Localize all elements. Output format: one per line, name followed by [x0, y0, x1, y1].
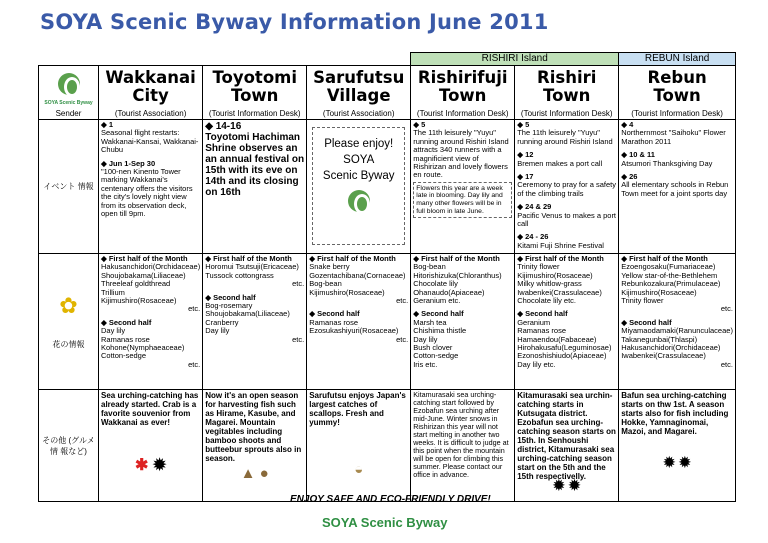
- list-item: ◆ Second half: [205, 292, 256, 302]
- list-item: Seasonal flight restarts: Wakkanai-Kansai, Wakkanai-Chubu: [101, 128, 199, 155]
- food-wakkanai: Sea urching-catching has already started. Crab is a favorite souvenior from Wakkanai as ever! ✱ ✹: [99, 390, 203, 502]
- town-header-sarufutsu: Sarufutsu Village (Tourist Association): [307, 66, 411, 120]
- list-item: Cotton-sedge: [101, 351, 147, 361]
- list-item: etc.: [396, 296, 409, 306]
- list-item: Chocolate lily etc.: [517, 296, 576, 306]
- list-item: Ezonoshishiudo(Apiaceae): [517, 351, 607, 361]
- list-item: Bremen makes a port call: [517, 158, 603, 168]
- list-item: ◆ Second half: [309, 309, 360, 319]
- list-item: Bog-bean: [413, 262, 446, 272]
- list-item: ◆ First half of the Month: [101, 254, 188, 263]
- soya-logo-icon: [348, 190, 370, 212]
- soya-logo-icon: [58, 73, 80, 95]
- list-item: Kijimushiro(Rosaceae): [101, 296, 177, 306]
- town-header-rebun: Rebun Town (Tourist Information Desk): [619, 66, 736, 120]
- list-item: etc.: [292, 279, 305, 289]
- crab-icon: ✱ ✹: [134, 457, 167, 474]
- sea-urchin-icon: ✹ ✹: [553, 477, 581, 493]
- list-item: ◆ Jun 1-Sep 30: [101, 158, 156, 168]
- flower-note: Flowers this year are a week late in blooming. Day lily and many other flowers will be in full bloom in late June.: [413, 182, 512, 218]
- flowers-rishiri: [515, 254, 619, 390]
- list-item: Hitorishizuka(Chloranthus): [413, 270, 502, 280]
- row-label-flowers: ✿ 花の情報: [39, 254, 99, 390]
- list-item: Chocolate lily: [413, 279, 458, 289]
- list-item: The 11th leisurely "Yuyu" running around Rishiri Island: [517, 128, 613, 146]
- list-item: Day lily: [205, 326, 230, 336]
- list-item: ◆ 17: [517, 172, 534, 182]
- list-item: Threeleaf goldthread: [101, 279, 171, 289]
- flowers-wakkanai: [99, 254, 203, 390]
- list-item: Miyamaodamaki(Ranunculaceae): [621, 326, 733, 336]
- list-item: etc.: [720, 359, 733, 369]
- row-label-food: その他 (グルメ情 報など): [39, 390, 99, 502]
- list-item: Hirohakusafu(Leguminosae): [517, 343, 612, 353]
- list-item: Ezoengosaku(Fumariaceae): [621, 262, 716, 272]
- rishiri-island-band: RISHIRI Island: [411, 53, 619, 66]
- enjoy-tagline: ENJOY SAFE AND ECO-FRIENDLY DRIVE!: [290, 494, 491, 505]
- list-item: "100-nen Kinento Tower marking Wakkanai's centenary offers the visitors the city's lovely night view from its observation deck, open till 9pm.: [101, 167, 193, 219]
- list-item: Geranium: [517, 317, 551, 327]
- list-item: Kohone(Nymphaeaceae): [101, 343, 185, 353]
- events-rishiri: [515, 120, 619, 254]
- flowers-rishirifuji: [411, 254, 515, 390]
- food-rishirifuji: Kitamurasaki sea urching-catching start followed by Ezobafun sea urching after mid-June. Winter snows in Rishirizan this year will not start melting in another two weeks. It is difficult to judge at this point when the mountain will be open for climbing this summer. Please contact our office in advance.: [411, 390, 515, 502]
- scallop-icon: ◒: [354, 461, 364, 478]
- list-item: Bog-rosemary: [205, 301, 253, 311]
- list-item: ◆ 24 & 29: [517, 202, 552, 212]
- list-item: Hakusanchidori(Orchidaceae): [621, 343, 721, 353]
- please-enjoy-box: Please enjoy! SOYA Scenic Byway: [312, 127, 405, 245]
- food-rebun: Bafun sea urching-catching starts on thw 1st. A season starts also for fish including Hokke, Yamnaginomai, Mazoi, and Magarei. ✹ ✹: [619, 390, 736, 502]
- events-sarufutsu: [307, 120, 411, 254]
- events-toyotomi: [203, 120, 307, 254]
- events-rishirifuji: [411, 120, 515, 254]
- list-item: Ohanaudo(Apiaceae): [413, 287, 485, 297]
- list-item: Kijimushiro(Rosaceae): [621, 287, 697, 297]
- events-rebun: [619, 120, 736, 254]
- list-item: ◆ 12: [517, 150, 534, 160]
- list-item: Ezosukashiyuri(Rosaceae): [309, 326, 399, 336]
- sender-label: Sender: [55, 109, 82, 118]
- list-item: Geranium etc.: [413, 296, 461, 306]
- list-item: Ramanas rose: [309, 317, 358, 327]
- soya-logo-large: [313, 190, 404, 217]
- sender-cell: [39, 66, 99, 120]
- list-item: Tussock cottongrass: [205, 270, 274, 280]
- list-item: Hamaendou(Fabaceae): [517, 334, 597, 344]
- list-item: ◆ 4: [621, 120, 634, 129]
- bamboo-shoot-icon: ▲ ●: [240, 465, 269, 482]
- list-item: Kijimushiro(Rosaceae): [309, 287, 385, 297]
- list-item: ◆ Second half: [621, 317, 672, 327]
- list-item: ◆ 5: [413, 120, 426, 129]
- page-title: SOYA Scenic Byway Information June 2011: [40, 10, 549, 34]
- list-item: Day lily: [413, 334, 438, 344]
- food-toyotomi: Now it's an open season for harvesting fish such as Hirame, Kasube, and Magarei. Mountain vegitables including bamboo shoots and butteebur sprouts also in season. ▲ ●: [203, 390, 307, 502]
- list-item: ◆ 1: [101, 120, 114, 129]
- list-item: Iwabenkei(Crassulaceae): [621, 351, 706, 361]
- list-item: ◆ 5: [517, 120, 530, 129]
- list-item: ◆ First half of the Month: [621, 254, 708, 263]
- footer-brand: SOYA Scenic Byway: [322, 515, 448, 530]
- sea-urchin-icon: ✹ ✹: [663, 454, 691, 470]
- list-item: Ramanas rose: [101, 334, 150, 344]
- list-item: ◆ Second half: [413, 309, 464, 319]
- list-item: ◆ 14-16: [205, 121, 242, 132]
- list-item: ◆ First half of the Month: [309, 254, 396, 263]
- list-item: Atsumori Thanksgiving Day: [621, 158, 713, 168]
- list-item: Marsh tea: [413, 317, 447, 327]
- events-wakkanai: [99, 120, 203, 254]
- list-item: Bog-bean: [309, 279, 342, 289]
- food-sarufutsu: Sarufutsu enjoys Japan's largest catches of scallops. Fresh and yummy! ◒: [307, 390, 411, 502]
- list-item: Iwabenkei(Crassulaceae): [517, 287, 602, 297]
- flowers-rebun: [619, 254, 736, 390]
- list-item: etc.: [188, 304, 201, 314]
- town-header-wakkanai: Wakkanai City (Tourist Association): [99, 66, 203, 120]
- soya-logo: SOYA Scenic Byway: [41, 73, 96, 106]
- food-rishiri: Kitamurasaki sea urchin-catching starts in Kutsugata district. Ezobafun sea urching-catching season starts on 15th. In Senhoushi district, Kitamurasaki sea urching-catching season start on the 5th and the 15th respectivelly. ✹ ✹: [515, 390, 619, 502]
- list-item: etc.: [720, 304, 733, 314]
- list-item: Shoujobakama(Liliaceae): [205, 309, 290, 319]
- list-item: ◆ 24 - 26: [517, 232, 549, 242]
- flowers-toyotomi: [203, 254, 307, 390]
- list-item: Takanegunbai(Thlaspi): [621, 334, 698, 344]
- list-item: Trinity flower: [621, 296, 664, 306]
- list-item: All elementary schools in Rebun Town meet for a joint sports day: [621, 180, 729, 198]
- list-item: Toyotomi Hachiman Shrine observes an an annual festival on 15th with its eve on 14th and its closing on 16th: [205, 132, 305, 198]
- list-item: Ceremony to pray for a safety of the climbing trails: [517, 180, 617, 198]
- list-item: Pacific Venus to makes a port call: [517, 210, 617, 229]
- list-item: Gozentachibana(Cornaceae): [309, 270, 406, 280]
- list-item: The 11th leisurely "Yuyu" running around Rishiri Island attracts 340 runners with a magnificient view of Rishirizan and lovely flowers en route.: [413, 128, 509, 180]
- list-item: Trillium: [101, 287, 125, 297]
- list-item: ◆ Second half: [517, 309, 568, 319]
- list-item: Day lily etc.: [517, 359, 556, 369]
- list-item: Cotton-sedge: [413, 351, 459, 361]
- list-item: ◆ 26: [621, 172, 638, 182]
- list-item: Rebunkozakura(Primulaceae): [621, 279, 721, 289]
- list-item: Kitami Fuji Shrine Festival: [517, 240, 604, 250]
- list-item: Day lily: [101, 326, 126, 336]
- town-header-rishiri: Rishiri Town (Tourist Information Desk): [515, 66, 619, 120]
- list-item: Cranberry: [205, 317, 239, 327]
- list-item: Shoujobakama(Liliaceae): [101, 270, 186, 280]
- rebun-island-band: REBUN Island: [619, 53, 736, 66]
- town-header-rishirifuji: Rishirifuji Town (Tourist Information Desk): [411, 66, 515, 120]
- list-item: ◆ First half of the Month: [413, 254, 500, 263]
- list-item: ◆ First half of the Month: [205, 254, 292, 263]
- list-item: Kijimushiro(Rosaceae): [517, 270, 593, 280]
- list-item: Hakusanchidori(Orchidaceae): [101, 262, 201, 272]
- list-item: Horomui Tsutsuji(Ericaceae): [205, 262, 299, 272]
- list-item: Yellow star-of-the-Bethlehem: [621, 270, 718, 280]
- town-header-toyotomi: Toyotomi Town (Tourist Information Desk): [203, 66, 307, 120]
- list-item: etc.: [396, 334, 409, 344]
- list-item: Snake berry: [309, 262, 350, 272]
- list-item: etc.: [292, 334, 305, 344]
- flower-icon: ✿: [59, 293, 78, 318]
- list-item: Iris etc.: [413, 359, 438, 369]
- list-item: etc.: [188, 359, 201, 369]
- list-item: Milky whitlow-grass: [517, 279, 582, 289]
- list-item: ◆ 10 & 11: [621, 150, 655, 160]
- list-item: Bush clover: [413, 343, 453, 353]
- list-item: Chishima thistle: [413, 326, 467, 336]
- list-item: Northernmost "Saihoku" Flower Marathon 2011: [621, 128, 726, 146]
- list-item: Trinity flower: [517, 262, 560, 272]
- list-item: ◆ Second half: [101, 317, 152, 327]
- info-table: [38, 52, 736, 502]
- list-item: ◆ First half of the Month: [517, 254, 604, 263]
- row-label-events: イベント 情報: [39, 120, 99, 254]
- flowers-sarufutsu: [307, 254, 411, 390]
- sea-urchin-icon: ✹: [152, 457, 167, 474]
- list-item: Ramanas rose: [517, 326, 566, 336]
